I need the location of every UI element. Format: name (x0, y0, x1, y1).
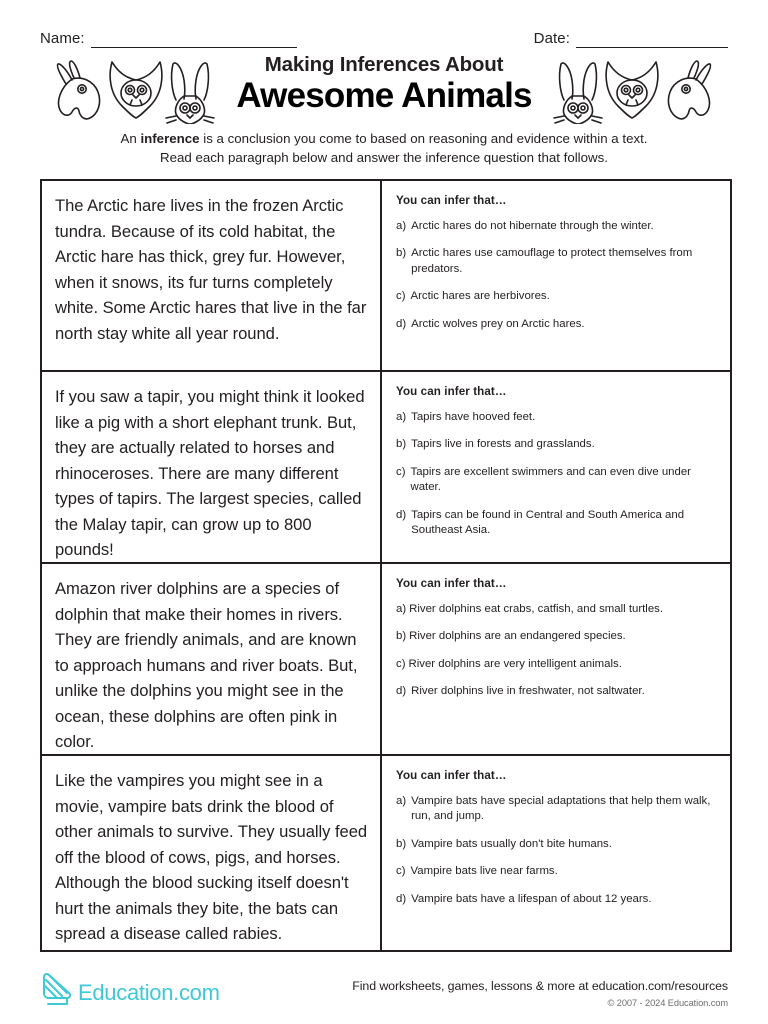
name-input-line[interactable] (91, 32, 297, 48)
answer-option[interactable] (396, 465, 716, 496)
option-text: River dolphins are very intelligent animals. (408, 657, 622, 670)
answer-option[interactable] (396, 629, 716, 644)
answers-heading: You can infer that… (396, 577, 507, 590)
date-label: Date: (533, 30, 570, 47)
option-letter: a) (396, 795, 407, 807)
answers-heading: You can infer that… (396, 385, 507, 398)
page-title (40, 52, 728, 116)
option-letter: b) (396, 247, 407, 260)
option-text: Tapirs live in forests and grasslands. (411, 438, 595, 451)
answer-option[interactable] (396, 289, 716, 304)
option-text: Tapirs can be found in Central and South America and Southeast Asia. (411, 508, 685, 537)
passage-cell (42, 756, 382, 950)
answer-option[interactable] (396, 410, 716, 425)
footer-text-block (352, 979, 728, 1012)
answer-option[interactable] (396, 437, 716, 452)
option-text: Vampire bats usually don't bite humans. (411, 837, 612, 850)
option-text: Vampire bats have a lifespan of about 12 years. (411, 892, 652, 905)
option-letter: d) (396, 892, 407, 905)
education-wordmark: Education.com (78, 979, 220, 1005)
answers-heading: You can infer that… (396, 194, 507, 207)
answers-cell (382, 756, 726, 950)
option-text: River dolphins eat crabs, catfish, and small turtles. (409, 603, 664, 615)
passage-text: The Arctic hare lives in the frozen Arctic tundra. Because of its cold habitat, the Arctic hare has thick, grey fur. However, when it snows, its fur turns completely white. Some Arctic hares that live in the far north stay white all year round. (55, 196, 367, 343)
passage-cell (42, 564, 382, 754)
table-row (42, 756, 730, 950)
title-line-1: Making Inferences About (264, 53, 504, 76)
footer-promo-text: Find worksheets, games, lessons & more at education.com/resources (352, 979, 728, 993)
instructions-line-2: Read each paragraph below and answer the inference question that follows. (160, 149, 608, 165)
answer-option[interactable] (396, 837, 716, 852)
instructions-suffix: is a conclusion you come to based on reasoning and evidence within a text. (199, 131, 648, 146)
option-letter: a) (396, 603, 407, 615)
table-row (42, 181, 730, 372)
answer-option[interactable] (396, 657, 716, 672)
answers-cell (382, 181, 726, 370)
date-field[interactable] (534, 30, 728, 48)
date-input-line[interactable] (576, 32, 728, 48)
answer-option[interactable] (396, 794, 716, 825)
title-band (40, 52, 728, 124)
answers-heading: You can infer that… (396, 769, 507, 782)
option-letter: a) (396, 411, 407, 423)
passage-text: Amazon river dolphins are a species of dolphin that make their homes in rivers. They are friendly animals, and are known to approach humans and river boats. But, unlike the dolphins you might see in the ocean, these dolphins are often pink in color. (55, 579, 358, 751)
option-letter: b) (396, 630, 407, 643)
name-label: Name: (40, 30, 85, 47)
passage-text: Like the vampires you might see in a movie, vampire bats drink the blood of other animals to survive. They usually feed off the blood of cows, pigs, and horses. Although the blood sucking itself doesn't hurt the animals they bite, the bats can spread a disease called rabies. (55, 771, 368, 943)
answer-option[interactable] (396, 317, 716, 332)
option-text: Arctic hares are herbivores. (410, 290, 550, 303)
option-letter: c) (396, 657, 406, 670)
option-text: Arctic wolves prey on Arctic hares. (411, 317, 585, 330)
name-date-row (40, 0, 728, 48)
option-letter: a) (396, 220, 407, 232)
option-letter: c) (396, 290, 406, 303)
instructions-prefix: An (120, 131, 141, 146)
option-letter: c) (396, 865, 406, 878)
passage-text: If you saw a tapir, you might think it looked like a pig with a short elephant trunk. But, they are actually related to horses and rhinoceroses. There are many different types of tapirs. The largest species, called the Malay tapir, can grow up to 800 pounds! (55, 387, 365, 559)
table-row (42, 372, 730, 564)
worksheet-table (40, 179, 732, 952)
answer-option[interactable] (396, 864, 716, 879)
answer-option[interactable] (396, 892, 716, 907)
answer-option[interactable] (396, 219, 716, 234)
answer-option[interactable] (396, 246, 716, 277)
option-text: River dolphins live in freshwater, not saltwater. (411, 685, 645, 698)
answer-option[interactable] (396, 684, 716, 699)
answer-option[interactable] (396, 508, 716, 539)
option-text: Vampire bats have special adaptations that help them walk, run, and jump. (411, 795, 711, 823)
option-text: Arctic hares use camouflage to protect themselves from predators. (411, 247, 693, 275)
answers-cell (382, 372, 726, 562)
education-logo[interactable] (40, 971, 220, 1012)
option-text: Arctic hares do not hibernate through the winter. (411, 220, 654, 232)
option-text: Vampire bats live near farms. (410, 865, 558, 878)
option-letter: d) (396, 508, 407, 521)
title-line-2: Awesome Animals (236, 76, 532, 115)
instructions-line-1 (40, 130, 728, 149)
option-text: River dolphins are an endangered species. (409, 630, 626, 643)
option-text: Tapirs have hooved feet. (411, 411, 536, 423)
option-letter: c) (396, 465, 406, 478)
inference-keyword: inference (140, 131, 200, 146)
passage-cell (42, 372, 382, 562)
option-letter: d) (396, 685, 407, 698)
page-footer (40, 971, 728, 1012)
education-book-icon (40, 971, 74, 1012)
name-field[interactable] (40, 30, 297, 48)
option-letter: b) (396, 837, 407, 850)
table-row (42, 564, 730, 756)
option-letter: b) (396, 438, 407, 451)
answer-option[interactable] (396, 602, 716, 617)
instructions (40, 130, 728, 167)
answers-cell (382, 564, 726, 754)
passage-cell (42, 181, 382, 370)
option-letter: d) (396, 317, 407, 330)
option-text: Tapirs are excellent swimmers and can even dive under water. (410, 465, 691, 494)
footer-copyright: © 2007 - 2024 Education.com (607, 998, 728, 1008)
